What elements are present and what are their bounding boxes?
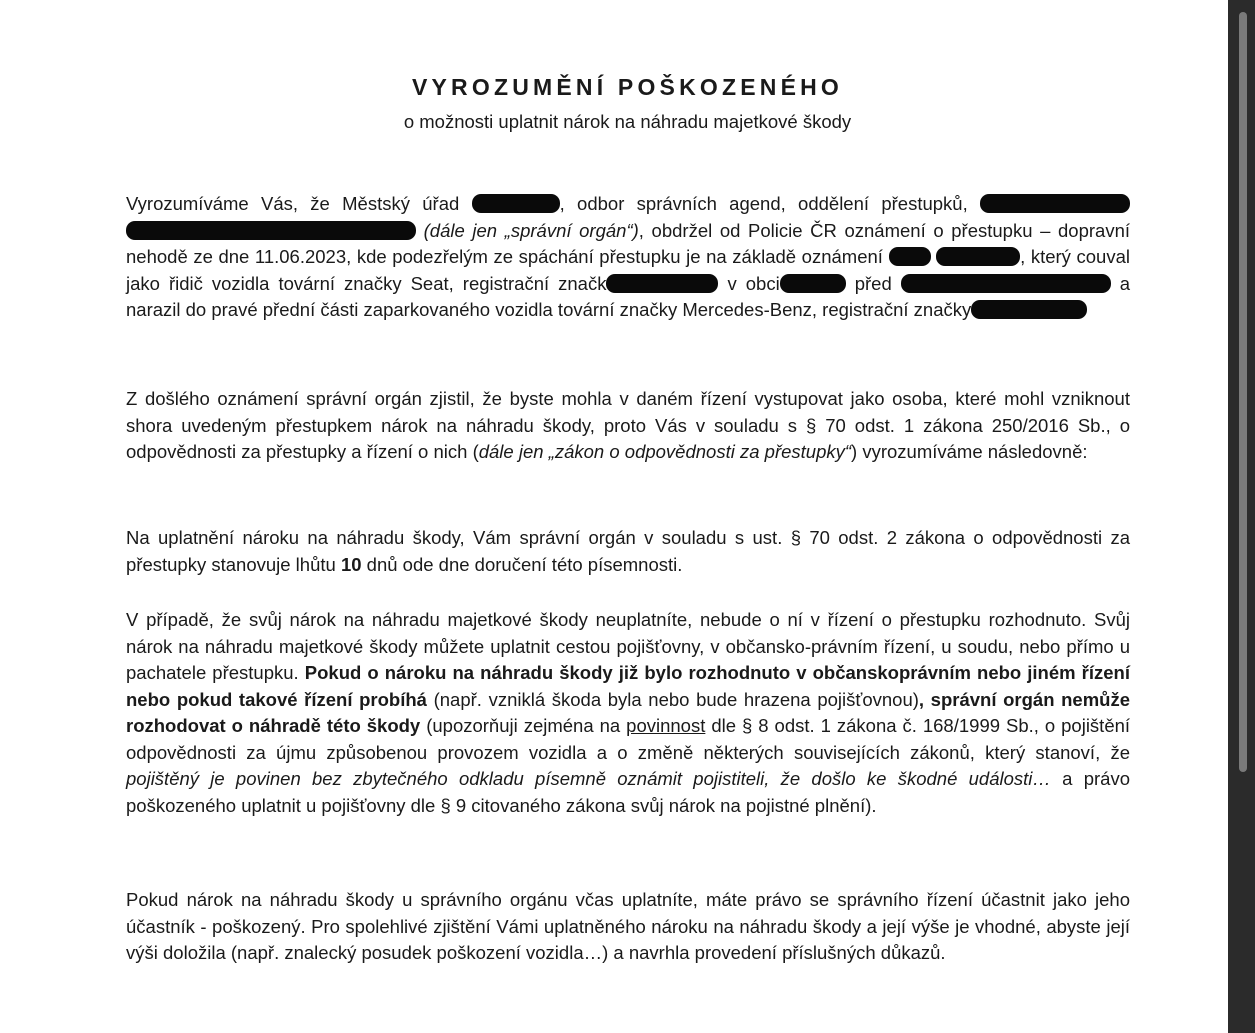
p1-text-d: , obdržel od Policie ČR oznámení o přestupku – dopravní nehodě ze dne 11.06.2023, kde podezřelým ze spáchání přestupku je na základě oznámení bbox=[126, 219, 1131, 267]
redaction-mark bbox=[889, 247, 931, 266]
scrollbar-thumb[interactable] bbox=[1239, 12, 1247, 772]
p4-text-a: V případě, že svůj nárok na náhradu majetkové škody neuplatníte, nebude o ní v řízení o přestupku rozhodnuto. Svůj nárok na náhradu majetkové škody můžete uplatnit cestou pojišťovny, v občansko-právním řízení, u soudu, nebo přímo u pachatele přestupku. bbox=[126, 609, 1130, 683]
p2-text-c: ) vyrozumíváme následovně: bbox=[851, 441, 1088, 462]
p4-text-b: Pokud o nároku na náhradu škody již bylo rozhodnuto v občanskoprávním nebo jiném řízení nebo pokud takové řízení probíhá bbox=[126, 662, 1130, 710]
redaction-mark bbox=[472, 194, 560, 213]
redaction-mark bbox=[606, 274, 718, 293]
paragraph-notification bbox=[126, 191, 1130, 324]
p2-text-a: Z došlého oznámení správní orgán zjistil, že byste mohla v daném řízení vystupovat jako osoba, které mohl vzniknout shora uvedeným přestupkem nárok na náhradu škody, proto Vás v souladu s § 70 odst. 1 zákona 250/2016 Sb., o odpovědnosti za přestupky a řízení o nich ( bbox=[126, 388, 1130, 462]
redaction-mark bbox=[780, 274, 846, 293]
p2-text-b: dále jen „zákon o odpovědnosti za přestupky“ bbox=[478, 441, 852, 462]
paragraph-claim-options bbox=[126, 607, 1130, 819]
document-subtitle: o možnosti uplatnit nárok na náhradu majetkové škody bbox=[403, 111, 852, 132]
redaction-mark bbox=[971, 300, 1087, 319]
paragraph-participation bbox=[126, 887, 1130, 967]
p1-text-a: Vyrozumíváme Vás, že Městský úřad bbox=[126, 193, 460, 214]
p1-text-c: (dále jen „správní orgán“) bbox=[423, 219, 639, 241]
p4-text-f: povinnost bbox=[626, 715, 706, 736]
p1-text-h: a narazil do pravé přední části zaparkovaného vozidla tovární značky Mercedes-Benz, registrační značky bbox=[126, 272, 1131, 320]
p4-text-e: (upozorňuji zejména na bbox=[426, 715, 621, 736]
p4-text-d: , správní orgán nemůže rozhodovat o náhradě této škody bbox=[126, 688, 1131, 736]
redaction-mark bbox=[901, 274, 1111, 293]
redaction-mark bbox=[980, 194, 1130, 213]
p3-text-a: Na uplatnění nároku na náhradu škody, Vám správní orgán v souladu s ust. § 70 odst. 2 zákona o odpovědnosti za přestupky stanovuje lhůtu bbox=[126, 527, 1130, 575]
p1-text-b: , odbor správních agend, oddělení přestupků, bbox=[559, 193, 968, 214]
document-title: VYROZUMĚNÍ POŠKOZENÉHO bbox=[411, 74, 844, 100]
paragraph-deadline bbox=[126, 525, 1130, 578]
p4-text-i: a právo poškozeného uplatnit u pojišťovny dle § 9 citovaného zákona svůj nárok na pojistné plnění). bbox=[126, 768, 1130, 816]
deadline-days: 10 bbox=[340, 553, 362, 575]
p4-text-c: (např. vzniklá škoda byla nebo bude hrazena pojišťovnou) bbox=[433, 688, 919, 710]
p5-text: Pokud nárok na náhradu škody u správního orgánu včas uplatníte, máte právo se správního řízení účastnit jako jeho účastník - poškozený. Pro spolehlivé zjištění Vámi uplatněného nároku na náhradu škody a její výše je vhodné, abyste její výši doložila (např. znalecký posudek poškození vozidla…) a navrhla provedení příslušných důkazů. bbox=[126, 889, 1130, 963]
redaction-mark bbox=[126, 221, 416, 240]
p3-text-c: dnů ode dne doručení této písemnosti. bbox=[366, 553, 683, 575]
p4-text-g: dle § 8 odst. 1 zákona č. 168/1999 Sb., o pojištění odpovědnosti za újmu způsobenou provozem vozidla a o změně některých souvisejících zákonů, který stanoví, že bbox=[126, 715, 1131, 763]
p4-text-h: pojištěný je povinen bez zbytečného odkladu písemně oznámit pojistiteli, že došlo ke škodné události… bbox=[126, 768, 1051, 789]
redaction-mark bbox=[936, 247, 1020, 266]
paragraph-finding bbox=[126, 386, 1130, 466]
p1-text-g: před bbox=[854, 272, 892, 294]
p1-text-e: , který couval jako řidič vozidla tovární značky Seat, registrační značk bbox=[126, 246, 1130, 294]
p1-text-f: v obci bbox=[727, 272, 780, 294]
